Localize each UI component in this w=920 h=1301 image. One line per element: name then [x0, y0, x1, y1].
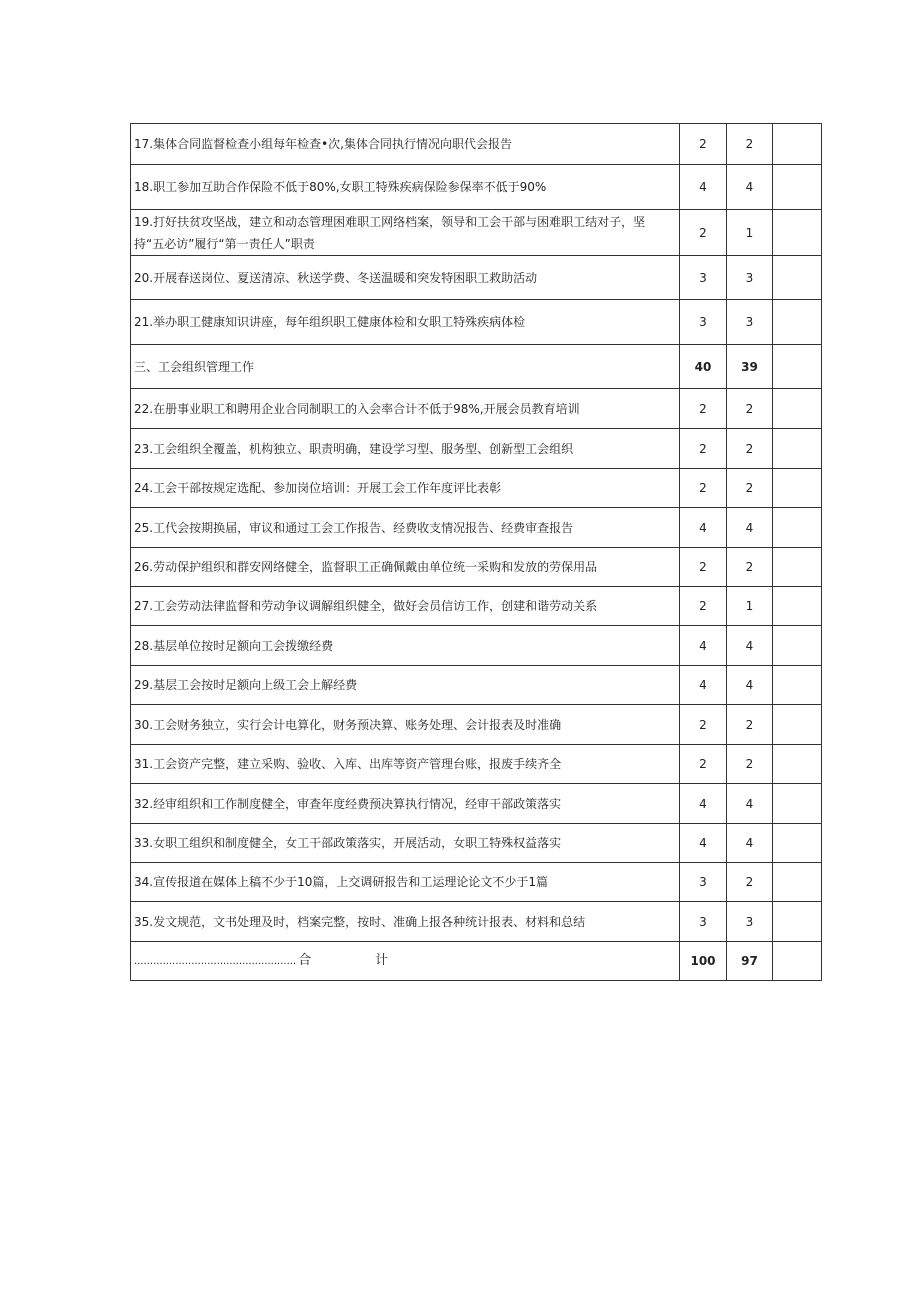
table-row	[131, 863, 822, 902]
remark-cell	[773, 210, 822, 256]
item-text: 33.女职工组织和制度健全，女工干部政策落实，开展活动，女职工特殊权益落实	[131, 824, 680, 863]
actual-score: 2	[727, 429, 773, 469]
item-text: 28.基层单位按时足额向工会拨缴经费	[131, 626, 680, 666]
remark-cell	[773, 124, 822, 165]
standard-score: 4	[680, 784, 727, 824]
table-row	[131, 626, 822, 666]
table-row	[131, 300, 822, 345]
table-row	[131, 745, 822, 784]
remark-cell	[773, 705, 822, 745]
actual-score: 2	[727, 548, 773, 587]
standard-score: 2	[680, 705, 727, 745]
remark-cell	[773, 863, 822, 902]
item-text: 23.工会组织全覆盖，机构独立、职责明确，建设学习型、服务型、创新型工会组织	[131, 429, 680, 469]
standard-score: 4	[680, 508, 727, 548]
actual-score: 4	[727, 824, 773, 863]
table-row	[131, 548, 822, 587]
actual-score: 2	[727, 389, 773, 429]
item-text: 27.工会劳动法律监督和劳动争议调解组织健全，做好会员信访工作，创建和谐劳动关系	[131, 587, 680, 626]
remark-cell	[773, 626, 822, 666]
actual-score: 3	[727, 256, 773, 300]
actual-score: 4	[727, 165, 773, 210]
table-row	[131, 389, 822, 429]
actual-score: 1	[727, 587, 773, 626]
standard-score: 2	[680, 124, 727, 165]
actual-score: 4	[727, 666, 773, 705]
remark-cell	[773, 745, 822, 784]
actual-score: 2	[727, 705, 773, 745]
total-standard-score: 100	[680, 942, 727, 981]
section-actual-score: 39	[727, 345, 773, 389]
item-text: 29.基层工会按时足额向上级工会上解经费	[131, 666, 680, 705]
remark-cell	[773, 824, 822, 863]
item-text: 34.宣传报道在媒体上稿不少于10篇，上交调研报告和工运理论论文不少于1篇	[131, 863, 680, 902]
item-text: 24.工会干部按规定选配、参加岗位培训：开展工会工作年度评比表彰	[131, 469, 680, 508]
remark-cell	[773, 256, 822, 300]
table-row	[131, 508, 822, 548]
table-row	[131, 666, 822, 705]
item-text: 17.集体合同监督检查小组每年检查•次,集体合同执行情况向职代会报告	[131, 124, 680, 165]
item-text: 25.工代会按期换届，审议和通过工会工作报告、经费收支情况报告、经费审查报告	[131, 508, 680, 548]
standard-score: 4	[680, 666, 727, 705]
standard-score: 2	[680, 745, 727, 784]
total-leader-dots: ...................................................	[134, 956, 297, 967]
remark-cell	[773, 469, 822, 508]
total-label-ji: 计	[375, 953, 389, 968]
standard-score: 2	[680, 587, 727, 626]
table-row	[131, 705, 822, 745]
table-row	[131, 256, 822, 300]
table-row	[131, 210, 822, 256]
item-text: 21.举办职工健康知识讲座，每年组织职工健康体检和女职工特殊疾病体检	[131, 300, 680, 345]
table-row	[131, 902, 822, 942]
remark-cell	[773, 300, 822, 345]
remark-cell	[773, 429, 822, 469]
actual-score: 4	[727, 508, 773, 548]
section-title: 三、工会组织管理工作	[131, 345, 680, 389]
total-actual-score: 97	[727, 942, 773, 981]
actual-score: 2	[727, 745, 773, 784]
item-text: 35.发文规范，文书处理及时，档案完整，按时、准确上报各种统计报表、材料和总结	[131, 902, 680, 942]
remark-cell	[773, 902, 822, 942]
item-text: 19.打好扶贫攻坚战，建立和动态管理困难职工网络档案，领导和工会干部与困难职工结对子，坚持“五必访”履行“第一责任人”职责	[131, 210, 680, 256]
table-row	[131, 587, 822, 626]
remark-cell	[773, 389, 822, 429]
item-text: 31.工会资产完整，建立采购、验收、入库、出库等资产管理台账，报废手续齐全	[131, 745, 680, 784]
actual-score: 4	[727, 784, 773, 824]
actual-score: 3	[727, 902, 773, 942]
item-text: 18.职工参加互助合作保险不低于80%,女职工特殊疾病保险参保率不低于90%	[131, 165, 680, 210]
remark-cell	[773, 784, 822, 824]
section-standard-score: 40	[680, 345, 727, 389]
standard-score: 3	[680, 256, 727, 300]
actual-score: 2	[727, 124, 773, 165]
score-table	[130, 123, 822, 981]
total-label-cell	[131, 942, 680, 981]
total-row	[131, 942, 822, 981]
standard-score: 3	[680, 300, 727, 345]
standard-score: 2	[680, 548, 727, 587]
item-text: 30.工会财务独立，实行会计电算化，财务预决算、账务处理、会计报表及时准确	[131, 705, 680, 745]
remark-cell	[773, 587, 822, 626]
standard-score: 4	[680, 626, 727, 666]
standard-score: 4	[680, 165, 727, 210]
item-text: 32.经审组织和工作制度健全，审查年度经费预决算执行情况，经审干部政策落实	[131, 784, 680, 824]
remark-cell	[773, 942, 822, 981]
remark-cell	[773, 548, 822, 587]
actual-score: 2	[727, 469, 773, 508]
actual-score: 4	[727, 626, 773, 666]
table-row	[131, 124, 822, 165]
standard-score: 3	[680, 902, 727, 942]
remark-cell	[773, 345, 822, 389]
item-text: 26.劳动保护组织和群安网络健全，监督职工正确佩戴由单位统一采购和发放的劳保用品	[131, 548, 680, 587]
standard-score: 2	[680, 389, 727, 429]
standard-score: 2	[680, 429, 727, 469]
actual-score: 2	[727, 863, 773, 902]
standard-score: 3	[680, 863, 727, 902]
table-row	[131, 824, 822, 863]
standard-score: 2	[680, 210, 727, 256]
actual-score: 1	[727, 210, 773, 256]
item-text: 20.开展春送岗位、夏送清凉、秋送学费、冬送温暖和突发特困职工救助活动	[131, 256, 680, 300]
table-row	[131, 784, 822, 824]
table-row	[131, 165, 822, 210]
actual-score: 3	[727, 300, 773, 345]
total-label-he: 合	[298, 953, 312, 968]
remark-cell	[773, 508, 822, 548]
item-text: 22.在册事业职工和聘用企业合同制职工的入会率合计不低于98%,开展会员教育培训	[131, 389, 680, 429]
table-row	[131, 469, 822, 508]
remark-cell	[773, 165, 822, 210]
remark-cell	[773, 666, 822, 705]
standard-score: 2	[680, 469, 727, 508]
standard-score: 4	[680, 824, 727, 863]
table-row	[131, 429, 822, 469]
section-row	[131, 345, 822, 389]
